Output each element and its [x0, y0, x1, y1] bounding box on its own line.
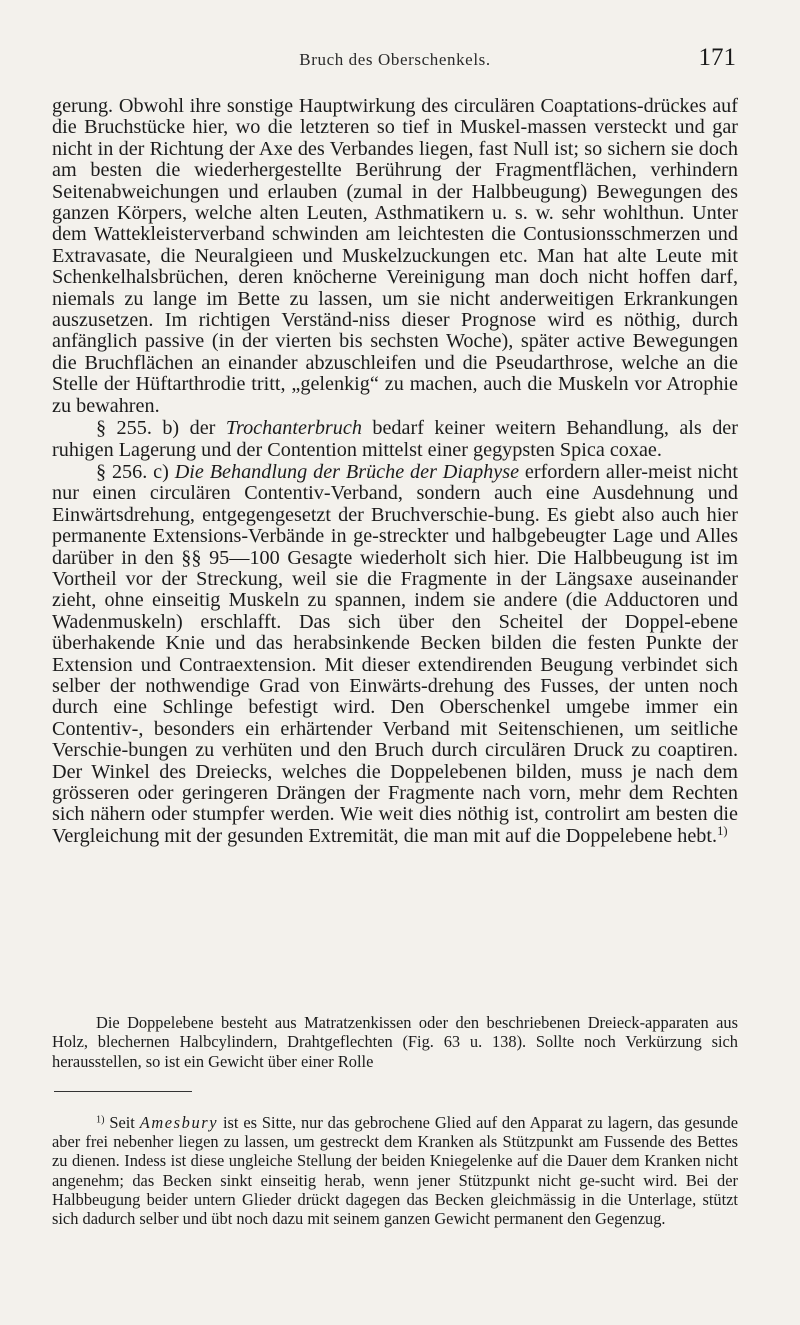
paragraph-255 [52, 418, 738, 461]
paragraph-256 [52, 462, 738, 847]
small-print-paragraph: Die Doppelebene besteht aus Matratzenkissen oder den beschriebenen Dreieck-apparaten aus Holz, blechernen Halbcylindern, Drahtgeflechten (Fig. 63 u. 138). Sollte noch Verkürzung sich herausstellen, so ist ein Gewicht über einer Rolle [52, 1013, 738, 1071]
footnote-reference: 1) [717, 823, 728, 838]
emphasis-term: Trochanterbruch [225, 417, 362, 440]
author-name: Amesbury [139, 1113, 219, 1132]
paragraph-text: bedarf keiner weitern Behandlung, als der ruhigen Lagerung und der Contention mittelst einer gegypsten Spica coxae. [52, 417, 738, 461]
footnote-text: ist es Sitte, nur das gebrochene Glied auf den Apparat zu lagern, das gesunde aber frei nebenher liegen zu lassen, um gestreckt dem Kranken als Stützpunkt am Fussende des Bettes zu dienen. Indess ist diese ungleiche Stellung der beiden Kniegelenke auf die Dauer dem Kranken nicht angenehm; das Becken sinkt einseitig herab, wenn jener Stützpunkt nicht ge-sucht wird. Bei der Halbbeugung beider untern Glieder drückt dagegen das Becken gleichmässig in die Unterlage, stützt sich dadurch selber und übt noch dazu mit seinem ganzen Gewicht permanent den Gegenzug. [52, 1113, 738, 1229]
main-text [52, 96, 738, 847]
page-header [52, 44, 738, 76]
paragraph-text: erfordern aller-meist nicht nur einen circulären Contentiv-Verband, sondern auch eine Ausdehnung und Einwärtsdrehung, entgegengesetzt der Bruchverschie-bung. Es giebt also auch hier permanente Extensions-Verbände in ge-streckter und halbgebeugter Lage und Alles darüber in den §§ 95—100 Gesagte wiederholt sich hier. Die Halbbeugung ist im Vortheil vor der Streckung, weil sie die Fragmente in der Längsaxe auseinander zieht, ohne einseitig Muskeln zu spannen, indem sie andere (die Adductoren und Wadenmuskeln) erschlafft. Das sich über den Scheitel der Doppel-ebene überhakende Knie und das herabsinkende Becken bilden die festen Punkte der Extension und Contraextension. Mit dieser extendirenden Beugung verbindet sich selber der nothwendige Grad von Einwärts-drehung des Fusses, der unten noch durch eine Schlinge befestigt wird. Den Oberschenkel umgebe immer ein Contentiv-, besonders ein erhärtender Verband mit Seitenschienen, um seitliche Verschie-bungen zu verhüten und den Bruch durch circulären Druck zu coaptiren. Der Winkel des Dreiecks, welches die Doppelebenen bilden, muss je nach dem grösseren oder geringeren Drängen der Fragmente nach vorn, mehr dem Rechten sich nähern oder stumpfer werden. Wie weit dies nöthig ist, controlirt am besten die Vergleichung mit der gesunden Extremität, die man mit auf die Doppelebene hebt. [52, 460, 738, 847]
footnote-rule [54, 1091, 192, 1092]
page-number: 171 [698, 44, 736, 71]
small-print-section [52, 1013, 738, 1071]
footnote-lead: Seit [104, 1113, 140, 1132]
footnote [52, 1113, 738, 1228]
footnote-marker: 1) [96, 1114, 105, 1126]
section-lead: § 256. c) [96, 460, 175, 483]
footnote-paragraph [52, 1113, 738, 1228]
paragraph-continuation: gerung. Obwohl ihre sonstige Hauptwirkung des circulären Coaptations-drückes auf die Bruchstücke hier, wo die letzteren so tief in Muskel-massen versteckt und gar nicht in der Richtung der Axe des Verbandes liegen, fast Null ist; so sichern sie doch am besten die wiederhergestellte Berührung der Fragmentflächen, verhindern Seitenabweichungen und erlauben (zumal in der Halbbeugung) Bewegungen des ganzen Körpers, welche alten Leuten, Asthmatikern u. s. w. sehr wohlthun. Unter dem Wattekleisterverband schwinden am leichtesten die Contusionsschmerzen und Extravasate, die Neuralgieen und Muskelzuckungen etc. Man hat alte Leute mit Schenkelhalsbrüchen, deren knöcherne Vereinigung man doch nicht hoffen darf, niemals zu lange im Bette zu lassen, um sie nicht anderweitigen Erkrankungen auszusetzen. Im richtigen Verständ-niss dieser Prognose wird es nöthig, durch anfänglich passive (in der vierten bis sechsten Woche), später active Bewegungen die Bruchflächen an einander abzuschleifen und die Pseudarthrose, welche an die Stelle der Hüftarthrodie tritt, „gelenkig“ zu machen, auch die Muskeln vor Atrophie zu bewahren. [52, 95, 738, 417]
running-title: Bruch des Oberschenkels. [299, 50, 491, 69]
section-lead: § 255. b) der [96, 417, 226, 440]
emphasis-term: Die Behandlung der Brüche der Diaphyse [174, 460, 520, 483]
